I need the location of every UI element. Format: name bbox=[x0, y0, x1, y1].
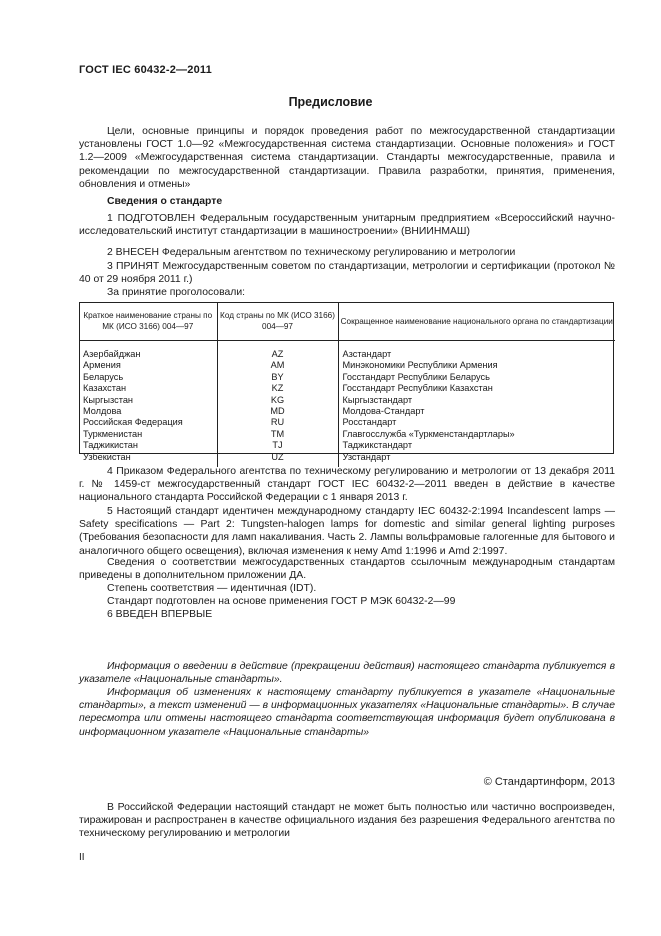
body-cell: Госстандарт Республики Беларусь bbox=[338, 372, 615, 383]
country-cell: Азербайджан bbox=[83, 349, 141, 359]
country-cell: Беларусь bbox=[83, 371, 124, 382]
body-cell: Минэкономики Республики Армения bbox=[338, 360, 615, 371]
column-header-code: Код страны по МК (ИСО 3166) 004—97 bbox=[217, 302, 338, 341]
table-row bbox=[79, 341, 615, 361]
copyright-line: © Стандартинформ, 2013 bbox=[483, 776, 615, 788]
country-cell: Кыргызстан bbox=[83, 394, 134, 405]
table-row bbox=[79, 383, 615, 394]
column-header-body: Сокращенное наименование национального органа по стандартизации bbox=[338, 302, 615, 341]
table-row bbox=[79, 372, 615, 383]
body-cell: Узстандарт bbox=[338, 452, 615, 467]
code-cell: KZ bbox=[217, 383, 338, 394]
item-1-paragraph: 1 ПОДГОТОВЛЕН Федеральным государственным унитарным предприятием «Всероссийский научно-исследовательский институт стандартизации в машиностроении» (ВНИИНМАШ) bbox=[79, 213, 615, 238]
code-cell: TJ bbox=[217, 440, 338, 451]
item-6-paragraph: 6 ВВЕДЕН ВПЕРВЫЕ bbox=[107, 609, 213, 620]
table-row bbox=[79, 429, 615, 440]
country-cell: Армения bbox=[83, 360, 121, 371]
country-cell: Туркменистан bbox=[83, 428, 143, 439]
country-cell: Таджикистан bbox=[83, 440, 138, 451]
body-cell: Молдова-Стандарт bbox=[338, 406, 615, 417]
item-5-paragraph: 5 Настоящий стандарт идентичен международному стандарту IEC 60432-2:1994 Incandescent lamps — Safety specifications — Part 2: Tungsten-halogen lamps for domestic and similar general lighting purposes (Требования безопасности для ламп накаливания. Часть 2. Лампы вольфрамовые галогенные для бытового и аналогичного общего освещения), включая изменения к нему Amd 1:1996 и Amd 2:1997. bbox=[79, 506, 615, 557]
item-3-paragraph: 3 ПРИНЯТ Межгосударственным советом по стандартизации, метрологии и сертификации (протокол № 40 от 29 ноября 2011 г.) bbox=[79, 261, 615, 286]
column-header-country: Краткое наименование страны по МК (ИСО 3166) 004—97 bbox=[79, 302, 217, 341]
code-cell: MD bbox=[217, 406, 338, 417]
reproduction-notice: В Российской Федерации настоящий стандарт не может быть полностью или частично воспроизведен, тиражирован и распространен в качестве официального издания без разрешения Федерального агентства по техническому регулированию и метрологии bbox=[79, 802, 615, 840]
item-4-paragraph: 4 Приказом Федерального агентства по техническому регулированию и метрологии от 13 декабря 2011 г. № 1459-ст межгосударственный стандарт ГОСТ IEC 60432-2—2011 введен в действие в качестве национального стандарта Российской Федерации с 1 января 2013 г. bbox=[79, 466, 615, 504]
code-cell: KG bbox=[217, 395, 338, 406]
table-row bbox=[79, 360, 615, 371]
country-cell: Молдова bbox=[83, 406, 122, 417]
code-cell: AM bbox=[217, 360, 338, 371]
table-row bbox=[79, 395, 615, 406]
notice-changes: Информация об изменениях к настоящему стандарту публикуется в указателе «Национальные стандарты», а текст изменений — в информационных указателях «Национальные стандарты». В случае пересмотра или отмены настоящего стандарта соответствующая информация будет опубликована в информационном указателе «Национальные стандарты» bbox=[79, 687, 615, 738]
country-cell: Российская Федерация bbox=[83, 417, 183, 428]
page-number: II bbox=[79, 852, 85, 863]
item-2-paragraph: 2 ВНЕСЕН Федеральным агентством по техническому регулированию и метрологии bbox=[107, 247, 516, 258]
code-cell: AZ bbox=[217, 341, 338, 361]
voting-table bbox=[79, 302, 615, 467]
table-header-row bbox=[79, 302, 615, 341]
body-cell: Росстандарт bbox=[338, 417, 615, 428]
item-5-basis: Стандарт подготовлен на основе применения ГОСТ Р МЭК 60432-2—99 bbox=[107, 596, 456, 607]
code-cell: RU bbox=[217, 417, 338, 428]
body-cell: Госстандарт Республики Казахстан bbox=[338, 383, 615, 394]
table-row bbox=[79, 417, 615, 428]
body-cell: Кыргызстандарт bbox=[338, 395, 615, 406]
vote-intro: За принятие проголосовали: bbox=[107, 287, 246, 298]
intro-paragraph: Цели, основные принципы и порядок проведения работ по межгосударственной стандартизации установлены ГОСТ 1.0—92 «Межгосударственная система стандартизации. Основные положения» и ГОСТ 1.2—2009 «Межгосударственная система стандартизации. Стандарты межгосударственные, правила и рекомендации по межгосударственной стандартизации. Правила разработки, принятия, применения, обновления и отмены» bbox=[79, 126, 615, 190]
notice-introduction: Информация о введении в действие (прекращении действия) настоящего стандарта публикуется в указателе «Национальные стандарты». bbox=[79, 661, 615, 686]
code-cell: TM bbox=[217, 429, 338, 440]
section-subtitle: Сведения о стандарте bbox=[107, 196, 223, 207]
body-cell: Таджикстандарт bbox=[338, 440, 615, 451]
code-cell: UZ bbox=[217, 452, 338, 467]
table-row bbox=[79, 406, 615, 417]
page-title: Предисловие bbox=[288, 95, 373, 109]
item-5-degree: Степень соответствия — идентичная (IDT). bbox=[107, 583, 317, 594]
code-cell: BY bbox=[217, 372, 338, 383]
body-cell: Азстандарт bbox=[338, 341, 615, 361]
body-cell: Главгосслужба «Туркменстандартлары» bbox=[338, 429, 615, 440]
standard-designation: ГОСТ IEC 60432-2—2011 bbox=[79, 64, 212, 76]
country-cell: Казахстан bbox=[83, 383, 127, 394]
item-5-references: Сведения о соответствии межгосударственных стандартов ссылочным международным стандартам приведены в дополнительном приложении ДА. bbox=[79, 557, 615, 582]
table-row bbox=[79, 440, 615, 451]
country-cell: Узбекистан bbox=[83, 451, 131, 462]
